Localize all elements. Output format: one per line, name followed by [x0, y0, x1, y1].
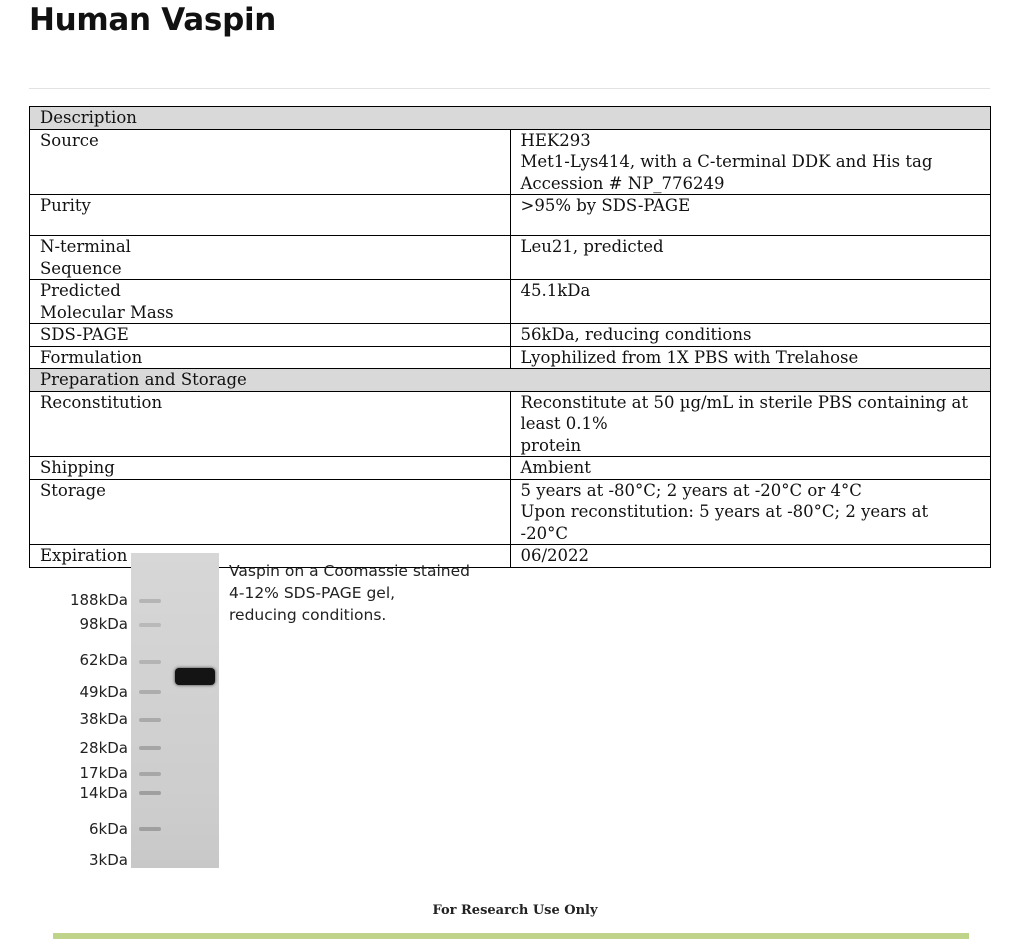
label-line: N-terminal	[40, 237, 131, 256]
table-row-mass	[30, 280, 991, 324]
ladder-band	[139, 791, 161, 795]
row-label	[30, 280, 511, 324]
row-value: >95% by SDS-PAGE	[510, 195, 991, 236]
table-row-sdspage	[30, 324, 991, 347]
value-line: Met1-Lys414, with a C-terminal DDK and His tag	[520, 152, 933, 171]
mw-marker-label: 14kDa	[79, 784, 128, 802]
ladder-band	[139, 772, 161, 776]
row-label: Purity	[30, 195, 511, 236]
mw-marker-label: 17kDa	[79, 764, 128, 782]
mw-marker-label: 38kDa	[79, 710, 128, 728]
row-label: SDS-PAGE	[30, 324, 511, 347]
title-divider	[29, 88, 990, 89]
section-header-description	[30, 107, 991, 130]
row-label: Storage	[30, 479, 511, 545]
row-value: Lyophilized from 1X PBS with Trelahose	[510, 346, 991, 369]
value-line: Upon reconstitution: 5 years at -80°C; 2 years at -20°C	[520, 502, 929, 543]
mw-marker-label: 6kDa	[89, 820, 128, 838]
row-label	[30, 236, 511, 280]
ladder-band	[139, 718, 161, 722]
row-value: 45.1kDa	[510, 280, 991, 324]
vaspin-protein-band	[175, 668, 215, 685]
footer-note: For Research Use Only	[432, 903, 598, 918]
mw-marker-label: 62kDa	[79, 651, 128, 669]
value-line: Accession # NP_776249	[520, 173, 725, 193]
label-line: Molecular Mass	[40, 302, 174, 322]
ladder-band	[139, 623, 161, 627]
row-label: Source	[30, 129, 511, 195]
row-value: 56kDa, reducing conditions	[510, 324, 991, 347]
row-value	[510, 479, 991, 545]
mw-marker-label: 98kDa	[79, 615, 128, 633]
caption-line: Vaspin on a Coomassie stained	[229, 562, 470, 580]
section-label: Preparation and Storage	[30, 369, 991, 392]
ladder-band	[139, 827, 161, 831]
table-row-storage	[30, 479, 991, 545]
table-row-formulation	[30, 346, 991, 369]
row-value: 06/2022	[510, 545, 991, 568]
table-row-purity	[30, 195, 991, 236]
section-label: Description	[30, 107, 991, 130]
mw-marker-label: 28kDa	[79, 739, 128, 757]
mw-marker-label: 49kDa	[79, 683, 128, 701]
ladder-band	[139, 746, 161, 750]
label-line: Sequence	[40, 258, 122, 278]
gel-caption	[229, 560, 470, 626]
row-value	[510, 129, 991, 195]
value-line: 5 years at -80°C; 2 years at -20°C or 4°C	[520, 480, 862, 500]
ladder-band	[139, 599, 161, 603]
row-value: Leu21, predicted	[510, 236, 991, 280]
table-row-nterminal	[30, 236, 991, 280]
row-label: Formulation	[30, 346, 511, 369]
row-label: Expiration	[30, 545, 511, 568]
value-line: protein	[520, 435, 582, 455]
row-value	[510, 391, 991, 457]
section-header-storage	[30, 369, 991, 392]
mw-marker-label: 3kDa	[89, 851, 128, 869]
caption-line: reducing conditions.	[229, 606, 387, 624]
ladder-band	[139, 690, 161, 694]
row-label: Reconstitution	[30, 391, 511, 457]
row-label: Shipping	[30, 457, 511, 480]
value-line: Reconstitute at 50 µg/mL in sterile PBS containing at least 0.1%	[520, 392, 968, 433]
mw-marker-label: 188kDa	[69, 591, 128, 609]
page-title: Human Vaspin	[29, 2, 277, 38]
caption-line: 4-12% SDS-PAGE gel,	[229, 584, 396, 602]
footer-green-bar	[53, 933, 969, 939]
row-value: Ambient	[510, 457, 991, 480]
spec-table	[29, 106, 991, 568]
value-line: HEK293	[520, 130, 591, 150]
table-row-reconstitution	[30, 391, 991, 457]
ladder-band	[139, 660, 161, 664]
table-row-shipping	[30, 457, 991, 480]
label-line: Predicted	[40, 281, 121, 300]
table-row-source	[30, 129, 991, 195]
